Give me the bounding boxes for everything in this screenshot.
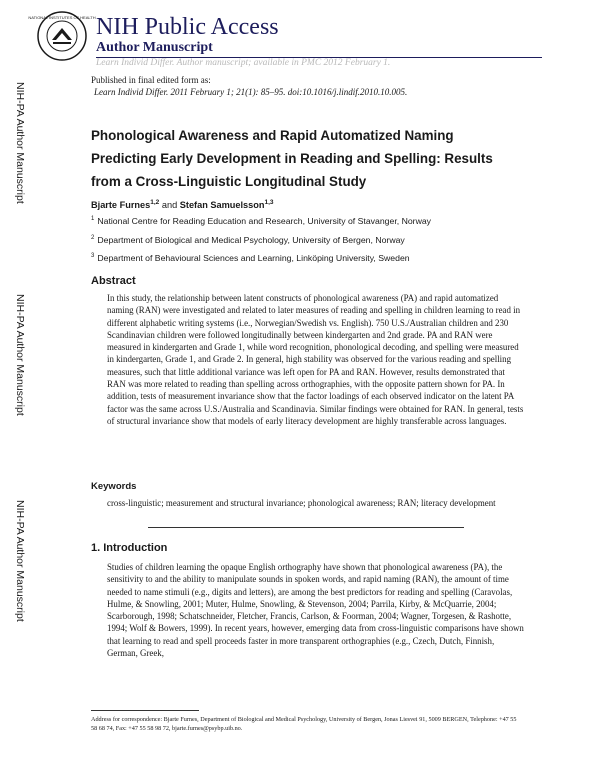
nih-seal-logo	[28, 10, 96, 62]
author-name: Stefan Samuelsson	[179, 200, 265, 211]
affiliation-sup: 2	[91, 235, 95, 242]
side-label: NIH-PA Author Manuscript	[14, 82, 26, 204]
author-separator: and	[161, 200, 178, 211]
side-label: NIH-PA Author Manuscript	[14, 294, 26, 416]
affiliation	[91, 216, 431, 226]
seal-text: NATIONAL INSTITUTES OF HEALTH	[28, 15, 96, 20]
affiliation-text: Department of Biological and Medical Psychology, University of Bergen, Norway	[97, 235, 405, 245]
nih-public-access-title: NIH Public Access	[96, 14, 279, 40]
keywords-text: cross-linguistic; measurement and structural invariance; phonological awareness; RAN; literacy development	[107, 498, 496, 508]
author-affil-sup: 1,3	[264, 199, 274, 206]
abstract-text: In this study, the relationship between latent constructs of phonological awareness (PA) and rapid automatized naming (RAN) were investigated and related to later measures of reading and spelling in children learning to read in different alphabetic writing systems (i.e., Norwegian/Swedish vs. English). 750 U.S./Australian children and 230 Scandinavian children were followed longitudinally between kindergarten and 2nd grade. PA and RAN were measured in kindergarten and Grade 1, while word recognition, phonological decoding, and spelling were measured in kindergarten, Grade 1, and Grade 2. In general, high stability was observed for the various reading and spelling measures, such that little additional variance was left open for PA and RAN. However, results demonstrated that RAN was more related to reading than spelling across orthographies, with the opposite pattern shown for PA. In addition, tests of measurement invariance show that the factor loadings of each observed indicator on the latent PA factor was the same across U.S./Australia and Scandinavia. Similar findings were obtained for RAN. In general, tests of structural invariance show that models of early literacy development are highly transferable across languages.	[107, 293, 524, 426]
affiliation-sup: 3	[91, 253, 95, 260]
article-title: Phonological Awareness and Rapid Automatized Naming Predicting Early Development in Reading and Spelling: Results from a Cross-Linguistic Longitudinal Study	[91, 128, 493, 189]
correspondence-footnote: Address for correspondence: Bjarte Furnes, Department of Biological and Medical Psychology, University of Bergen, Jonas Liesvei 91, 5009 BERGEN, Telephone: +47 55 58 68 74, Fax: +47 55 58 98 72, bjarte.furnes@psybp.uib.no.	[91, 716, 517, 732]
published-in-block	[91, 74, 407, 98]
affiliation-sup: 1	[91, 216, 95, 223]
affiliation-text: Department of Behavioural Sciences and Learning, Linköping University, Sweden	[97, 253, 410, 263]
keywords-rule	[148, 527, 464, 528]
abstract-heading: Abstract	[91, 275, 136, 287]
affiliation	[91, 235, 405, 245]
published-label: Published in final edited form as:	[91, 75, 211, 85]
affiliation-text: National Centre for Reading Education and Research, University of Stavanger, Norway	[97, 216, 432, 226]
introduction-text: Studies of children learning the opaque English orthography have shown that phonological awareness (PA), the sensitivity to and the ability to manipulate sounds in spoken words, and rapid naming (RAN), the amount of time needed to name stimuli (e.g., digits and letters), are among the best predictors for reading and spelling (Caravolas, Hulme, & Snowling, 2001; Muter, Hulme, Snowling, & Stevenson, 2004; Parrila, Kirby, & McQuarrie, 2004; Scarborough, 1998; Schatschneider, Fletcher, Francis, Carlson, & Foorman, 2004; Wagner, Torgesen, & Rashotte, 1994; Wolf & Bowers, 1999). In recent years, however, emerging data from cross-linguistic comparisons have shown that learning to read and spell proceeds faster in more transparent orthographies (e.g., Czech, Dutch, Finnish, German, Greek,	[107, 562, 524, 659]
pmc-availability-line: Learn Individ Differ. Author manuscript; available in PMC 2012 February 1.	[96, 58, 391, 68]
author-list	[91, 199, 274, 210]
affiliation	[91, 253, 410, 263]
published-citation: Learn Individ Differ. 2011 February 1; 21(1): 85–95. doi:10.1016/j.lindif.2010.10.005.	[94, 87, 408, 97]
side-label: NIH-PA Author Manuscript	[14, 500, 26, 622]
introduction-heading: 1. Introduction	[91, 542, 168, 554]
footnote-rule	[91, 710, 199, 711]
author-name: Bjarte Furnes	[91, 200, 151, 211]
author-manuscript-label: Author Manuscript	[96, 40, 213, 55]
keywords-heading: Keywords	[91, 481, 137, 492]
author-affil-sup: 1,2	[150, 199, 160, 206]
